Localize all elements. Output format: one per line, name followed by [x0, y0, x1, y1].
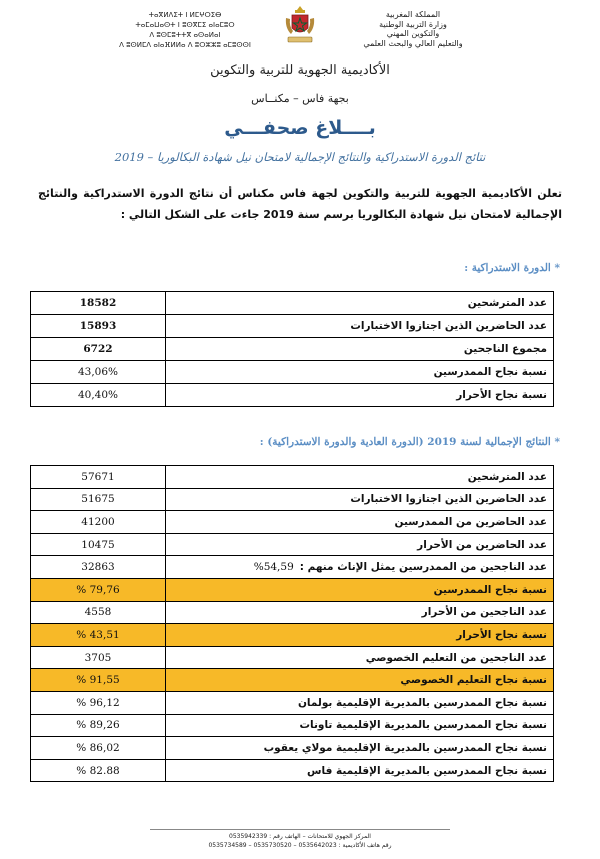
makeup-session-table: [30, 291, 554, 407]
row-label-text: عدد الحاضرين من الأحرار: [417, 538, 547, 551]
table-row: [31, 601, 554, 624]
table-row: [31, 646, 554, 669]
section2-title: * النتائج الإجمالية لسنة 2019 (الدورة العادية والدورة الاستدراكية) :: [259, 436, 560, 448]
header-tifinagh-block: [110, 10, 260, 50]
footer: [0, 832, 600, 850]
row-value: 43,06%: [31, 361, 166, 384]
row-value: 86,02 %: [31, 737, 166, 760]
header-right-line: والتكوين المهني: [386, 29, 440, 38]
table-row: [31, 759, 554, 782]
row-value: 51675: [31, 488, 166, 511]
row-label-text: نسبة نجاح التعليم الخصوصي: [400, 674, 547, 687]
row-label: [166, 556, 554, 579]
row-label: [166, 624, 554, 647]
row-label: نسبة نجاح الأحرار: [166, 384, 554, 407]
row-label-text: عدد الحاضرين الذين اجتازوا الاختبارات: [350, 493, 547, 506]
row-label-text: نسبة نجاح الممدرسين بالمديرية الإقليمية بولمان: [297, 696, 547, 709]
row-value: 43,51 %: [31, 624, 166, 647]
header-right-line: وزارة التربية الوطنية: [379, 19, 447, 29]
table-row: [31, 714, 554, 737]
table-row: [31, 466, 554, 489]
row-value: 91,55 %: [31, 669, 166, 692]
table-row: [31, 292, 554, 315]
table-row: [31, 556, 554, 579]
row-label: [166, 578, 554, 601]
table-row: [31, 384, 554, 407]
row-label-text: نسبة نجاح الممدرسين بالمديرية الإقليمية مولاي يعقوب: [263, 741, 547, 754]
row-label-text: عدد الحاضرين من الممدرسين: [394, 515, 547, 528]
header-right-line: والتعليم العالي والبحث العلمي: [363, 38, 463, 48]
row-value: 18582: [31, 292, 166, 315]
row-label: نسبة نجاح الممدرسين: [166, 361, 554, 384]
row-label: [166, 466, 554, 489]
row-value: 82.88 %: [31, 759, 166, 782]
table-row: [31, 361, 554, 384]
table-row: [31, 338, 554, 361]
row-value: 3705: [31, 646, 166, 669]
highlighted-row: [31, 624, 554, 647]
row-label: [166, 488, 554, 511]
footer-divider: [150, 829, 450, 830]
overall-results-table: [30, 465, 554, 782]
highlighted-row: [31, 578, 554, 601]
footer-line-2: رقم هاتف الأكاديمية : 0535642023 – 0535730520 – 0535734589: [208, 842, 392, 849]
communique-title: بــــلاغ صحفـــي: [224, 117, 376, 139]
header-left-line: ⴷ ⵓⵙⵎⵓⵜⵜⴳ ⴰⵙⴰⵍⴰⵏ: [149, 31, 221, 39]
header-ministry-block: [338, 10, 488, 48]
table-row: [31, 488, 554, 511]
royal-emblem-icon: [283, 4, 317, 46]
table-row: [31, 315, 554, 338]
region-name: بجهة فاس – مكنــاس: [251, 92, 349, 105]
row-value: 41200: [31, 511, 166, 534]
row-label: [166, 646, 554, 669]
header-right-line: المملكة المغربية: [385, 10, 441, 19]
row-value: 89,26 %: [31, 714, 166, 737]
row-value: 57671: [31, 466, 166, 489]
row-label: عدد المترشحين: [166, 292, 554, 315]
row-label-text: عدد الناجحين من الممدرسين يمثل الإناث منهم :: [299, 561, 547, 574]
row-value: 10475: [31, 533, 166, 556]
row-label: [166, 737, 554, 760]
row-value: 96,12 %: [31, 691, 166, 714]
header-left-line: ⵜⴰⵎⴰⵡⴰⵙⵜ ⵏ ⵓⵙⴳⵎⵉ ⴰⵏⴰⵎⵓⵔ: [135, 21, 235, 29]
row-label: [166, 511, 554, 534]
header-left-line: ⴷ ⵓⵙⵍⵎⴷ ⴰⵏⴰⴼⵍⵍⴰ ⴷ ⵓⵔⵣⵣⵓ ⴰⵎⵓⵙⵙⵏ: [119, 41, 251, 49]
row-value: 15893: [31, 315, 166, 338]
row-label-text: عدد المترشحين: [467, 470, 547, 483]
row-value: 4558: [31, 601, 166, 624]
communique-subtitle: نتائج الدورة الاستدراكية والنتائج الإجمالية لامتحان نيل شهادة البكالوريا – 2019: [114, 150, 486, 164]
academy-name: الأكاديمية الجهوية للتربية والتكوين: [210, 63, 390, 78]
row-label-text: نسبة نجاح الممدرسين: [433, 583, 547, 596]
table-row: [31, 737, 554, 760]
table-row: [31, 533, 554, 556]
row-label: [166, 691, 554, 714]
row-label-text: عدد الناجحين من الأحرار: [421, 606, 547, 619]
table-row: [31, 691, 554, 714]
row-label-text: نسبة نجاح الممدرسين بالمديرية الإقليمية فاس: [307, 764, 547, 777]
section1-title: * الدورة الاستدراكية :: [464, 262, 560, 274]
row-label-text: عدد الناجحين من التعليم الخصوصي: [365, 651, 547, 664]
header-left-line: ⵜⴰⴳⵍⴷⵉⵜ ⵏ ⵍⵎⵖⵔⵉⴱ: [148, 11, 222, 19]
row-label: [166, 601, 554, 624]
table-row: [31, 511, 554, 534]
highlighted-row: [31, 669, 554, 692]
row-value: 79,76 %: [31, 578, 166, 601]
footer-line-1: المركز الجهوي للامتحانات – الهاتف رقم : 0535942339: [229, 833, 371, 840]
row-label: عدد الحاضرين الذين اجتازوا الاختبارات: [166, 315, 554, 338]
row-label: [166, 759, 554, 782]
row-label: [166, 669, 554, 692]
row-label-text: نسبة نجاح الأحرار: [456, 628, 547, 641]
row-value: 6722: [31, 338, 166, 361]
row-value: 32863: [31, 556, 166, 579]
row-label: [166, 533, 554, 556]
row-label: مجموع الناجحين: [166, 338, 554, 361]
row-value: 40,40%: [31, 384, 166, 407]
female-share-value: 54,59%: [253, 561, 294, 574]
row-label-text: نسبة نجاح الممدرسين بالمديرية الإقليمية تاونات: [299, 719, 547, 732]
intro-paragraph: تعلن الأكاديمية الجهوية للتربية والتكوين لجهة فاس مكناس أن نتائج الدورة الاستدراكية والنتائج الإجمالية لامتحان نيل شهادة البكالوريا برسم سنة 2019 جاءت على الشكل التالي :: [38, 187, 562, 221]
row-label: [166, 714, 554, 737]
